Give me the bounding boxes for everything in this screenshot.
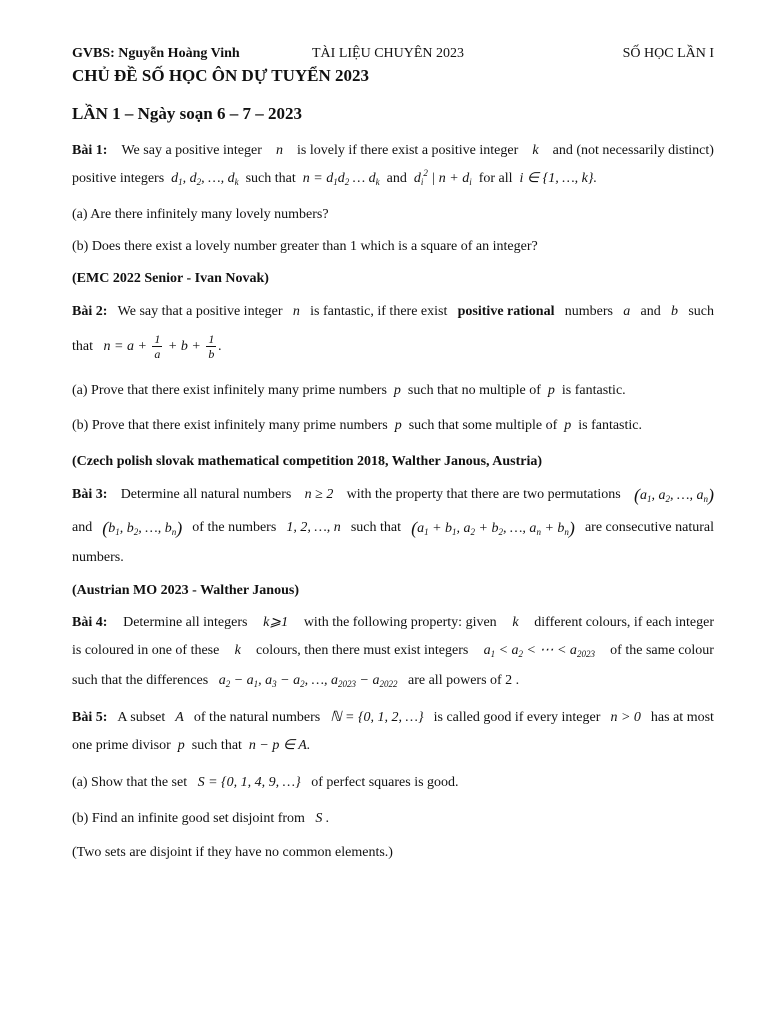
problem-5-question-b: (b) Find an infinite good set disjoint from S .: [72, 811, 330, 826]
formula: $n = d_1d_2$ … $d_k$: [299, 171, 380, 187]
problem-5-label: Bài 5:: [72, 710, 108, 725]
problem-3-label: Bài 3:: [72, 487, 108, 502]
formula: $d_i^2$ | $n + d_i$: [410, 168, 472, 187]
problem-4-line-1: Bài 4: Determine all integers k⩾1 with the following property: given k different colours, if each integer: [72, 615, 714, 630]
problem-4-line-3: such that the differences $a_2 - a_1$, $a_3 - a_2$, …, $a_{2023} - a_{2022}$ are all powers of 2 .: [72, 673, 520, 689]
problem-3-line-3: numbers.: [72, 550, 124, 565]
problem-1-line-1: Bài 1: We say a positive integer n is lovely if there exist a positive integer k and (not necessarily distinct): [72, 143, 714, 158]
problem-5-line-1: Bài 5: A subset A of the natural numbers ℕ = {0, 1, 2, …} is called good if every integer n > 0 has at most: [72, 710, 714, 725]
formula: ℕ = {0, 1, 2, …}: [330, 710, 424, 725]
problem-5-question-a: (a) Show that the set S = {0, 1, 4, 9, …} of perfect squares is good.: [72, 775, 459, 790]
formula: i ∈ {1, …, k}.: [516, 171, 597, 186]
problem-2-line-1: Bài 2: We say that a positive integer n is fantastic, if there exist positive rational numbers a and b such: [72, 304, 714, 319]
problem-2-line-2: that n = a + $\frac{1}{a}$ + b + $\frac{1}{b}$ .: [72, 332, 222, 362]
header-session: SỐ HỌC LẦN I: [622, 46, 714, 61]
problem-1-line-2: positive integers $d_1$, $d_2$, …, $d_k$ such that $n = d_1d_2$ … $d_k$ and $d_i^2$ | $n + d_i$ for all i ∈ {1, …, k}.: [72, 168, 597, 187]
problem-1-source: (EMC 2022 Senior - Ivan Novak): [72, 271, 269, 286]
formula: ($a_1$, $a_2$, …, $a_n$): [634, 485, 714, 505]
formula: $d_1$, $d_2$, …, $d_k$: [167, 171, 239, 187]
document-title: CHỦ ĐỀ SỐ HỌC ÔN DỰ TUYỂN 2023: [72, 66, 370, 85]
document-subtitle: LẦN 1 – Ngày soạn 6 – 7 – 2023: [72, 104, 302, 123]
problem-1-label: Bài 1:: [72, 143, 108, 158]
problem-2-label: Bài 2:: [72, 304, 108, 319]
problem-3-source: (Austrian MO 2023 - Walther Janous): [72, 583, 299, 598]
formula: ($a_1 + b_1$, $a_2 + b_2$, …, $a_n + b_n$): [411, 518, 575, 538]
problem-5-line-2: one prime divisor p such that n − p ∈ A.: [72, 738, 311, 753]
formula: S = {0, 1, 4, 9, …}: [190, 775, 308, 790]
formula: $a_1 < a_2$ < ⋯ < $a_{2023}$: [483, 643, 595, 659]
problem-5-note: (Two sets are disjoint if they have no common elements.): [72, 845, 393, 860]
problem-2-source: (Czech polish slovak mathematical competition 2018, Walther Janous, Austria): [72, 454, 543, 469]
header-author: GVBS: Nguyễn Hoàng Vinh: [72, 46, 240, 61]
problem-4-label: Bài 4:: [72, 615, 108, 630]
problem-3-line-2: and ($b_1$, $b_2$, …, $b_n$) of the numbers 1, 2, …, n such that ($a_1 + b_1$, $a_2 + b_2$, …, $a_n + b_n$) are consecutive natural: [72, 518, 714, 538]
problem-1-question-a: (a) Are there infinitely many lovely numbers?: [72, 207, 329, 222]
header-document: TÀI LIỆU CHUYÊN 2023: [312, 46, 465, 61]
formula: ($b_1$, $b_2$, …, $b_n$): [102, 518, 183, 538]
problem-1-question-b: (b) Does there exist a lovely number greater than 1 which is a square of an integer?: [72, 239, 538, 254]
problem-2-question-a: (a) Prove that there exist infinitely many prime numbers p such that no multiple of p is fantastic.: [72, 383, 626, 398]
formula: n = a + $\frac{1}{a}$ + b + $\frac{1}{b}$ .: [96, 332, 222, 362]
formula: $a_2 - a_1$, $a_3 - a_2$, …, $a_{2023} - a_{2022}$: [211, 673, 398, 689]
problem-4-line-2: is coloured in one of these k colours, then there must exist integers $a_1 < a_2$ < ⋯ < $a_{2023}$ of the same colour: [72, 643, 714, 659]
problem-2-question-b: (b) Prove that there exist infinitely many prime numbers p such that some multiple of p is fantastic.: [72, 418, 642, 433]
problem-3-line-1: Bài 3: Determine all natural numbers n ≥ 2 with the property that there are two permutations ($a_1$, $a_2$, …, $a_n$): [72, 485, 714, 505]
